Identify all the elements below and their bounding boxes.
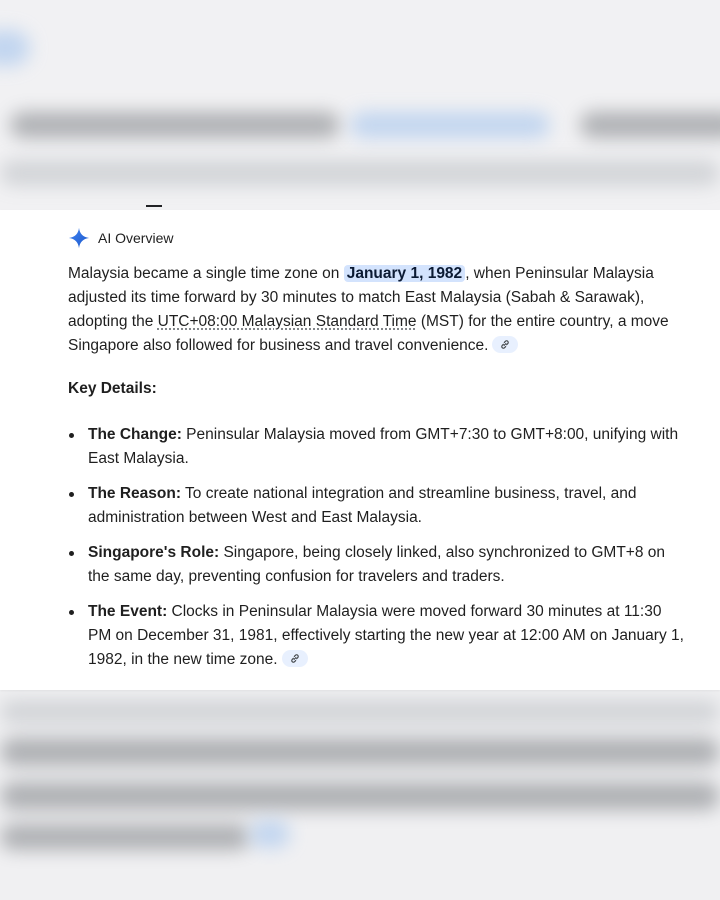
key-details-list (68, 423, 688, 672)
summary-text-end: (MST) for the entire country, a move Singapore also followed for business and travel convenience. (68, 313, 669, 354)
source-link-button[interactable] (492, 336, 518, 353)
blurred-background-top (0, 0, 720, 210)
text-cursor (146, 205, 162, 207)
ai-overview-card (0, 210, 720, 690)
summary-paragraph (68, 262, 688, 358)
list-item (68, 600, 688, 672)
sparkle-icon (68, 227, 90, 249)
detail-text: Singapore, being closely linked, also synchronized to GMT+8 on the same day, preventing confusion for travelers and traders. (88, 544, 666, 585)
detail-term: The Change: (88, 426, 182, 443)
mst-definition-link[interactable]: UTC+08:00 Malaysian Standard Time (157, 313, 417, 330)
link-icon (499, 339, 511, 350)
list-item (68, 423, 688, 471)
detail-term: The Event: (88, 603, 168, 620)
link-icon (289, 653, 301, 664)
summary-text-middle: , when Peninsular Malaysia adjusted its time forward by 30 minutes to match East Malaysia (Sabah & Sarawak), adopting the (68, 265, 654, 330)
ai-overview-title: AI Overview (98, 230, 174, 246)
list-item (68, 541, 688, 589)
detail-text: Peninsular Malaysia moved from GMT+7:30 to GMT+8:00, unifying with East Malaysia. (88, 426, 679, 467)
detail-text: Clocks in Peninsular Malaysia were moved forward 30 minutes at 11:30 PM on December 31, 1981, effectively starting the new year at 12:00 AM on January 1, 1982, in the new time zone. (88, 603, 684, 668)
source-link-button[interactable] (282, 650, 308, 667)
ai-overview-header (68, 226, 173, 250)
key-details-heading: Key Details: (68, 380, 157, 397)
detail-term: Singapore's Role: (88, 544, 220, 561)
highlighted-date: January 1, 1982 (344, 265, 465, 282)
blurred-background-bottom (0, 690, 720, 900)
list-item (68, 482, 688, 530)
ai-overview-content (68, 262, 688, 683)
detail-text: To create national integration and streamline business, travel, and administration between West and East Malaysia. (88, 485, 637, 526)
detail-term: The Reason: (88, 485, 182, 502)
summary-text-start: Malaysia became a single time zone on (68, 265, 344, 282)
